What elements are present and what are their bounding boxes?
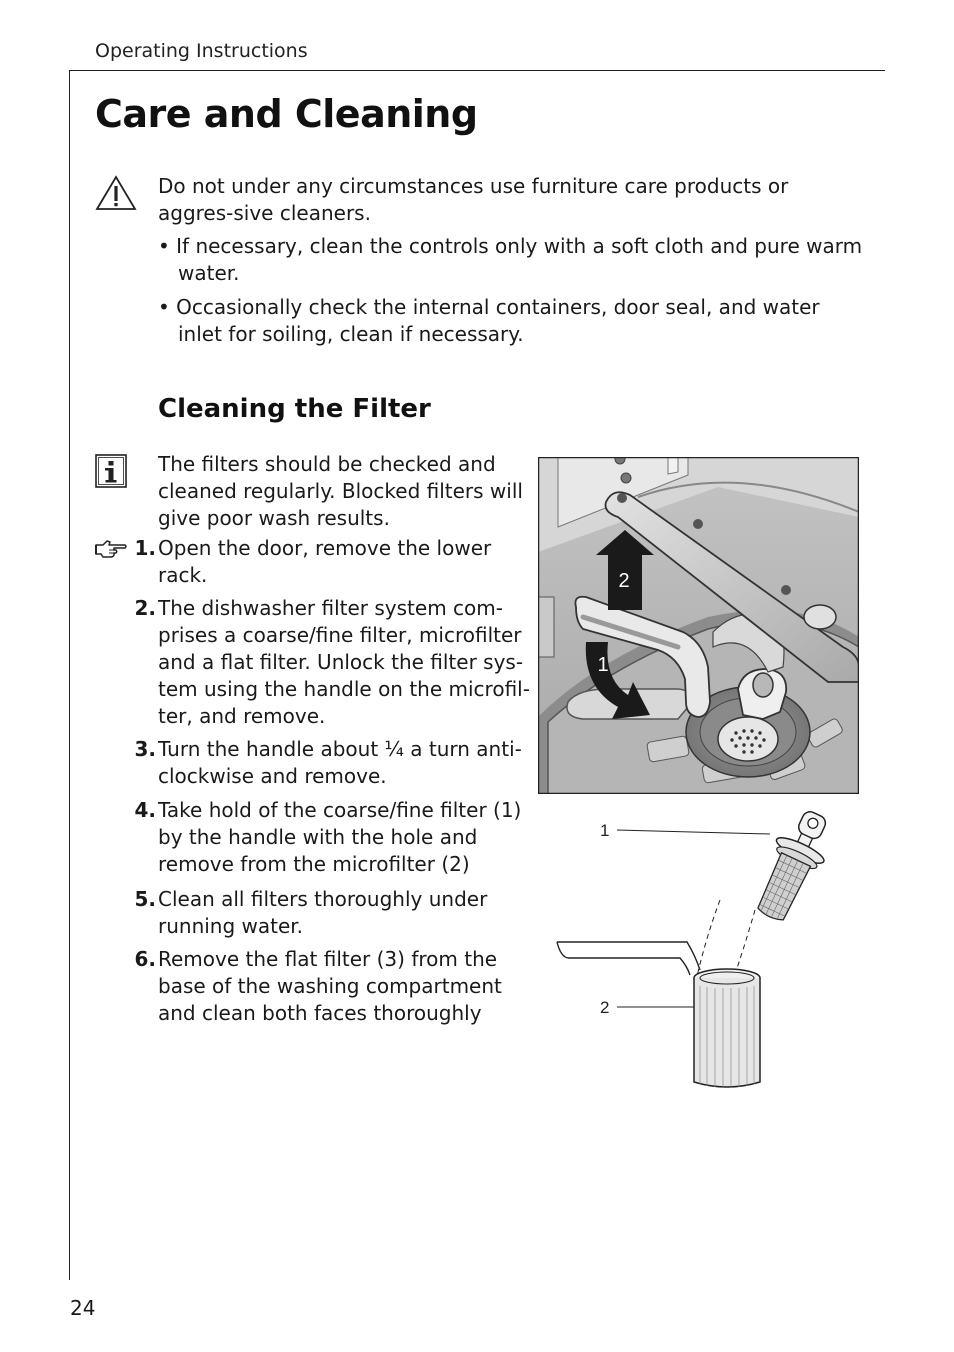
page-title: Care and Cleaning	[95, 92, 478, 136]
filter-removal-illustration	[538, 457, 859, 794]
step-number: 6.	[134, 947, 156, 971]
step-text: The dishwasher filter system com-prises a coarse/fine filter, microfilter and a flat filter. Unlock the filter sys-tem using the handle on the microfil-ter, and remove.	[158, 596, 530, 728]
warning-text: Do not under any circumstances use furniture care products or aggres-sive cleaners.	[158, 174, 789, 225]
step-4	[130, 797, 530, 878]
filter-parts-illustration	[555, 800, 845, 1090]
step-2	[130, 595, 530, 730]
info-text: The filters should be checked and cleaned regularly. Blocked filters will give poor wash results.	[158, 452, 523, 530]
step-3	[130, 736, 530, 790]
step-5	[130, 886, 530, 940]
step-6	[130, 946, 530, 1027]
pointing-hand-icon	[94, 539, 128, 559]
step-1	[130, 535, 530, 589]
step-number: 2.	[134, 596, 156, 620]
step-number: 5.	[134, 887, 156, 911]
step-text: Turn the handle about ¼ a turn anti-clockwise and remove.	[158, 737, 522, 788]
section-heading: Cleaning the Filter	[158, 394, 431, 424]
step-text: Clean all filters thoroughly under running water.	[158, 887, 488, 938]
warning-triangle-icon	[95, 175, 137, 211]
running-header: Operating Instructions	[95, 40, 308, 62]
step-number: 4.	[134, 798, 156, 822]
warning-bullet-2: • Occasionally check the internal containers, door seal, and water inlet for soiling, clean if necessary.	[158, 295, 820, 346]
info-icon	[95, 454, 127, 488]
arrow-label-1: 1	[597, 654, 609, 676]
step-text: Open the door, remove the lower rack.	[158, 536, 492, 587]
header-rule	[70, 70, 885, 71]
page-number: 24	[70, 1296, 96, 1320]
step-text: Take hold of the coarse/fine filter (1) by the handle with the hole and remove from the microfilter (2)	[158, 798, 522, 876]
step-number: 3.	[134, 737, 156, 761]
callout-1: 1	[600, 821, 610, 840]
arrow-label-2: 2	[618, 570, 630, 592]
callout-2: 2	[600, 998, 610, 1017]
warning-bullet-1: • If necessary, clean the controls only with a soft cloth and pure warm water.	[158, 234, 863, 285]
step-text: Remove the flat filter (3) from the base of the washing compartment and clean both faces thoroughly	[158, 947, 502, 1025]
step-number: 1.	[134, 536, 156, 560]
margin-rule	[69, 70, 70, 1280]
